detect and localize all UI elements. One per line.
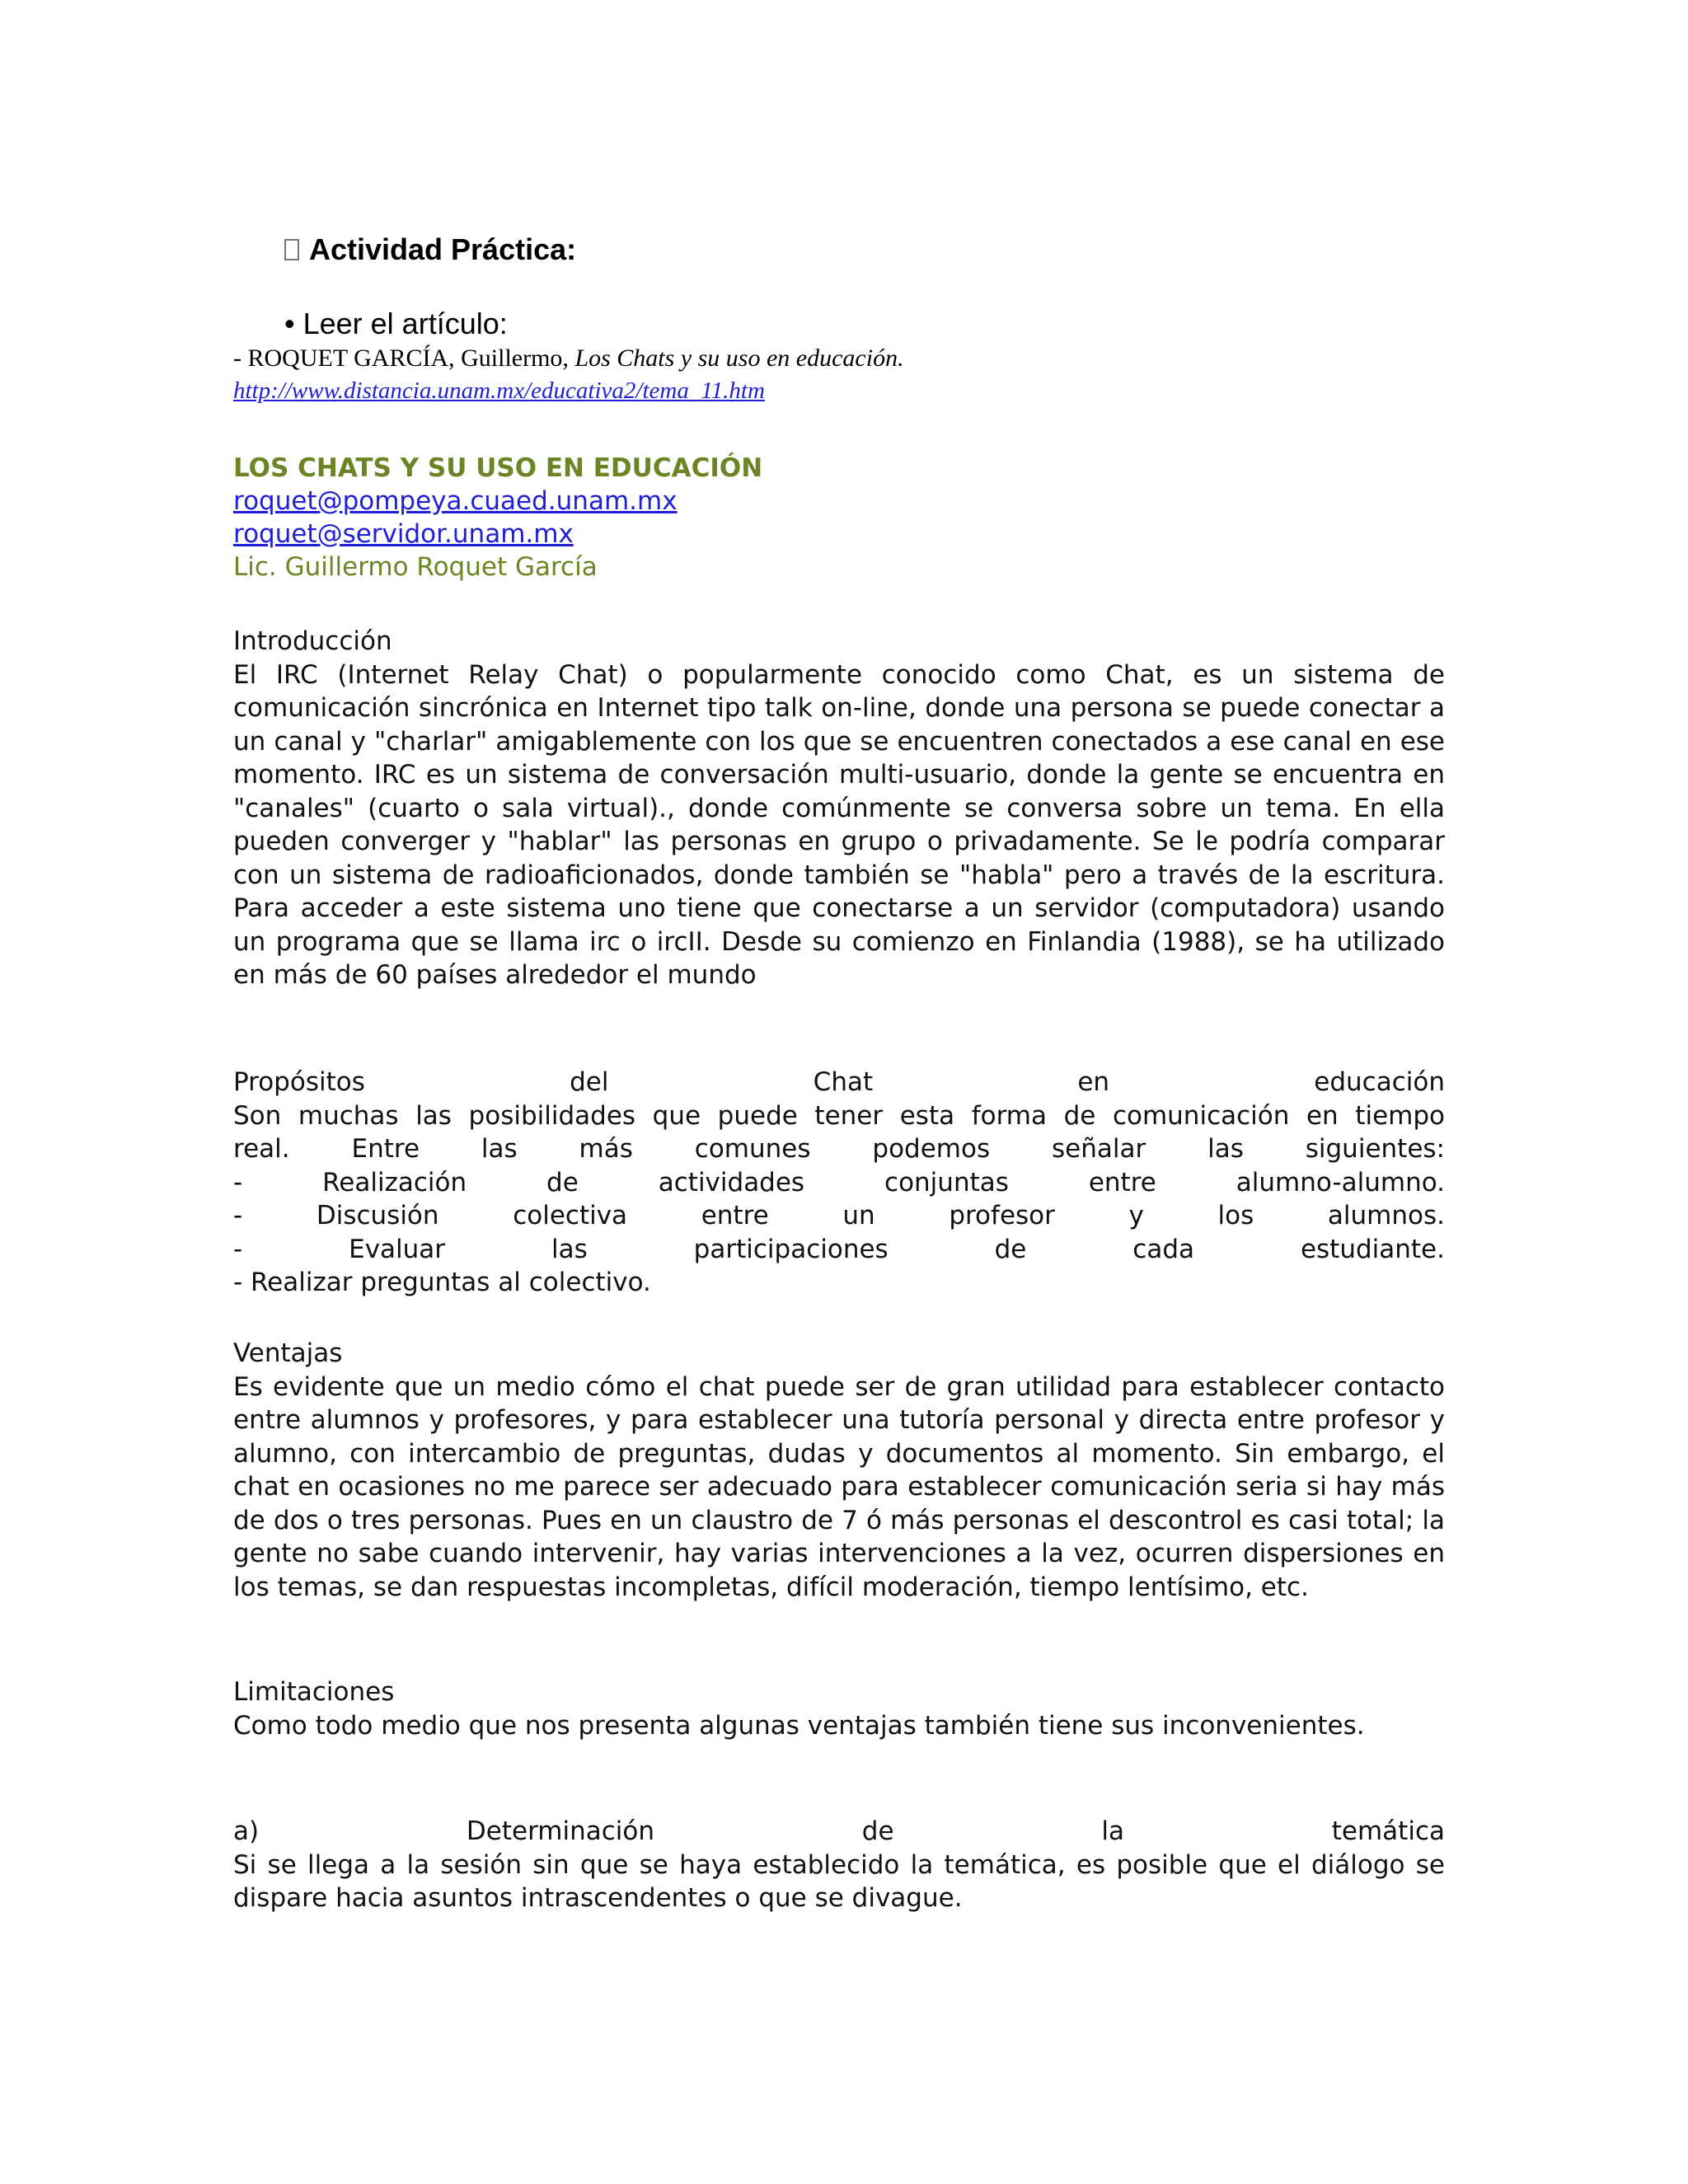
reference-title: Los Chats y su uso en educación. xyxy=(574,344,904,372)
section-heading-advantages: Ventajas xyxy=(233,1338,343,1368)
section-introduction xyxy=(233,625,1445,992)
activity-label: Actividad Práctica: xyxy=(309,232,577,266)
section-advantages xyxy=(233,1337,1445,1604)
section-heading-purposes: Propósitos del Chat en educación xyxy=(233,1067,1445,1097)
activity-heading xyxy=(284,232,576,267)
reference-link[interactable]: http://www.distancia.unam.mx/educativa2/tema_11.htm xyxy=(233,377,765,404)
introduction-paragraph: El IRC (Internet Relay Chat) o popularmente conocido como Chat, es un sistema de comunicación sincrónica en Internet tipo talk on-line, donde una persona se puede conectar a un canal y "charlar" amigablemente con los que se encuentren conectados a ese canal en ese momento. IRC es un sistema de conversación multi-usuario, donde la gente se encuentra en "canales" (cuarto o sala virtual)., donde comúnmente se conversa sobre un tema. En ella pueden converger y "hablar" las personas en grupo o privadamente. Se le podría comparar con un sistema de radioaficionados, donde también se "habla" pero a través de la escritura. Para acceder a este sistema uno tiene que conectarse a un servidor (computadora) usando un programa que se llama irc o ircII. Desde su comienzo en Finlandia (1988), se ha utilizado en más de 60 países alrededor el mundo xyxy=(233,659,1445,990)
section-heading-introduction: Introducción xyxy=(233,626,392,656)
section-purposes xyxy=(233,1066,1445,1300)
topic-paragraph: Si se llega a la sesión sin que se haya establecido la temática, es posible que el diálogo se dispare hacia asuntos intrascendentes o que se divague. xyxy=(233,1849,1445,1913)
section-heading-limitations: Limitaciones xyxy=(233,1677,395,1707)
article-title: LOS CHATS Y SU USO EN EDUCACIÓN xyxy=(233,453,763,483)
section-topic xyxy=(233,1815,1445,1915)
reference-dash: - xyxy=(233,344,248,372)
reference-citation xyxy=(233,344,904,373)
advantages-paragraph: Es evidente que un medio cómo el chat puede ser de gran utilidad para establecer contacto entre alumnos y profesores, y para establecer una tutoría personal y directa entre profesor y alumno, con intercambio de preguntas, dudas y documentos al momento. Sin embargo, el chat en ocasiones no me parece ser adecuado para establecer comunicación seria si hay más de dos o tres personas. Pues en un claustro de 7 ó más personas el descontrol es casi total; la gente no sabe cuando intervenir, hay varias intervenciones a la vez, ocurren dispersiones en los temas, se dan respuestas incompletas, difícil moderación, tiempo lentísimo, etc. xyxy=(233,1371,1445,1602)
email-link-2[interactable]: roquet@servidor.unam.mx xyxy=(233,519,574,549)
purpose-item: - Evaluar las participaciones de cada estudiante. xyxy=(233,1234,1445,1264)
limitations-paragraph: Como todo medio que nos presenta algunas ventajas también tiene sus inconvenientes. xyxy=(233,1710,1365,1741)
purpose-item: - Realización de actividades conjuntas entre alumno-alumno. xyxy=(233,1167,1445,1197)
section-limitations xyxy=(233,1675,1445,1742)
checkbox-icon xyxy=(284,239,299,260)
purposes-line-1: Son muchas las posibilidades que puede tener esta forma de comunicación en tiempo xyxy=(233,1100,1445,1131)
reference-author: ROQUET GARCÍA, Guillermo, xyxy=(247,344,569,372)
purposes-line-2: real. Entre las más comunes podemos señalar las siguientes: xyxy=(233,1134,1445,1164)
reading-instruction: • Leer el artículo: xyxy=(284,307,508,340)
email-link-1[interactable]: roquet@pompeya.cuaed.unam.mx xyxy=(233,486,678,516)
section-heading-topic: a) Determinación de la temática xyxy=(233,1816,1445,1846)
purpose-item: - Discusión colectiva entre un profesor y los alumnos. xyxy=(233,1201,1445,1230)
purpose-item: - Realizar preguntas al colectivo. xyxy=(233,1268,651,1297)
article-author: Lic. Guillermo Roquet García xyxy=(233,552,598,582)
